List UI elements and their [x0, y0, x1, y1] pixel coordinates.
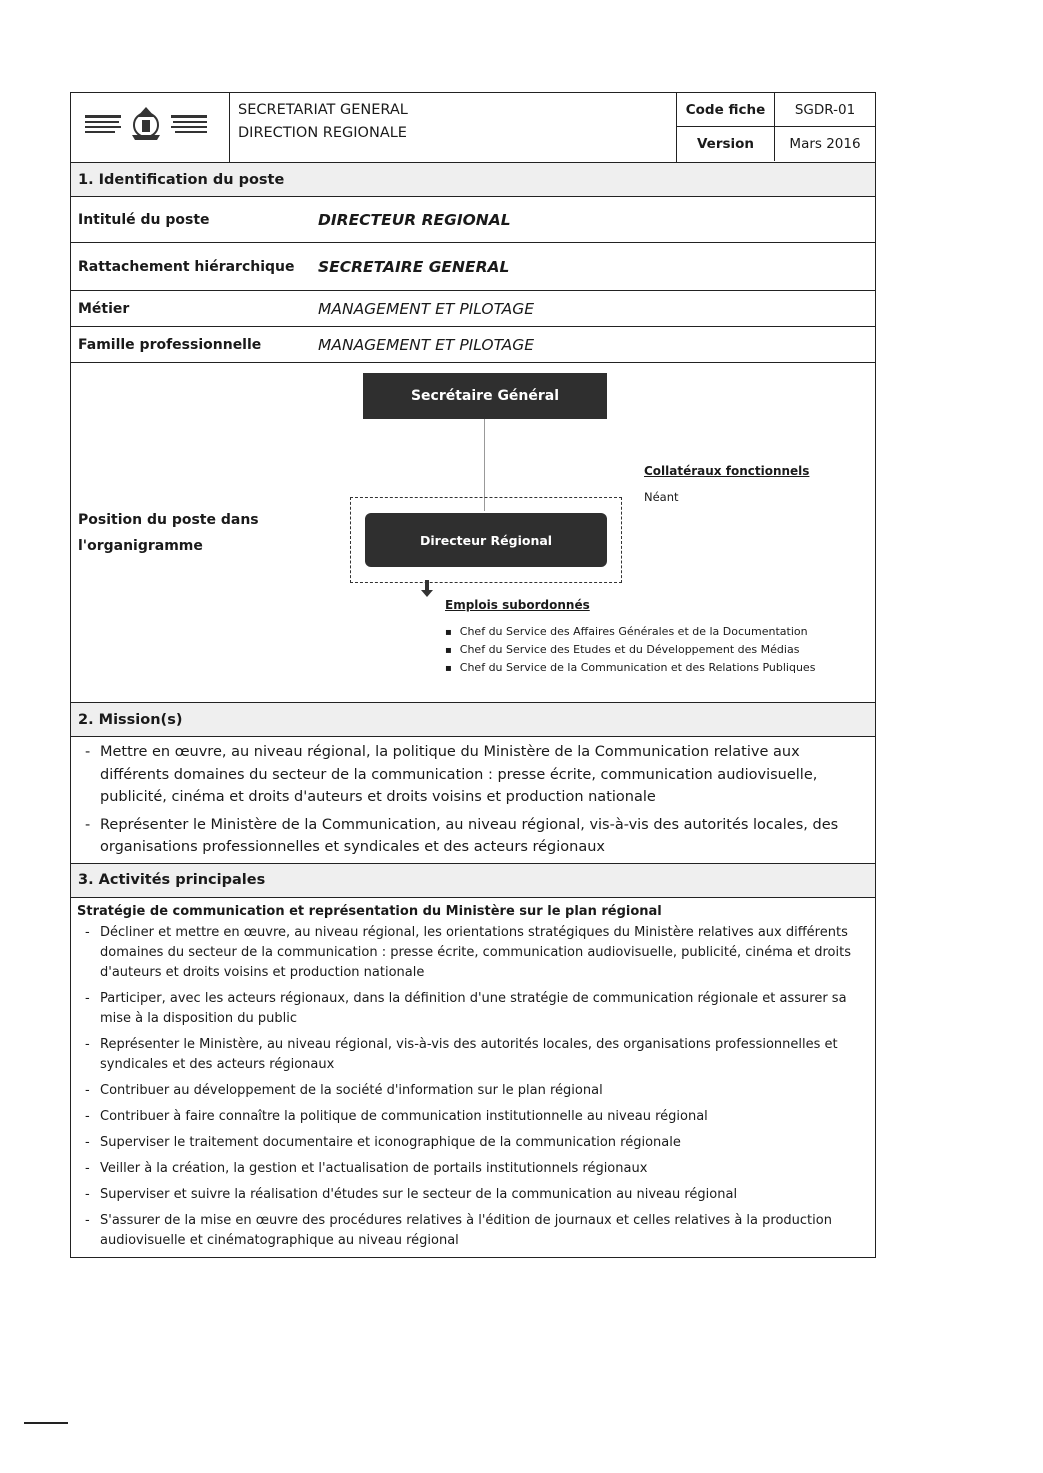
field-famille [71, 327, 875, 363]
document-meta [676, 93, 875, 162]
ministry-emblem-icon [71, 93, 229, 163]
section-1-title: 1. Identification du poste [71, 163, 875, 197]
field-label: Intitulé du poste [78, 211, 210, 228]
field-value: DIRECTEUR REGIONAL [318, 210, 511, 229]
version-label: Version [677, 127, 775, 161]
list-item: - S'assurer de la mise en œuvre des procédures relatives à l'édition de journaux et celles relatives à la production audiovisuelle et cinématographique au niveau régional [85, 1211, 867, 1251]
org-label-line-2: l'organigramme [78, 538, 203, 554]
arrow-down-icon [425, 580, 429, 592]
list-item: - Représenter le Ministère, au niveau régional, vis-à-vis des autorités locales, des organisations professionnelles et syndicales et des acteurs régionaux [85, 1035, 867, 1075]
list-item: - Superviser le traitement documentaire et iconographique de la communication régionale [85, 1133, 867, 1153]
section-2-title: 2. Mission(s) [71, 703, 875, 737]
mission-list [71, 737, 875, 864]
field-intitule [71, 197, 875, 243]
org-box-secretaire-general: Secrétaire Général [363, 373, 607, 419]
field-label: Rattachement hiérarchique [78, 258, 295, 275]
field-label: Famille professionnelle [78, 336, 262, 353]
field-metier [71, 291, 875, 327]
list-item: - Participer, avec les acteurs régionaux, dans la définition d'une stratégie de communication régionale et assurer sa mise à la disposition du public [85, 989, 867, 1029]
field-value: MANAGEMENT ET PILOTAGE [318, 299, 535, 318]
org-position-label [78, 507, 259, 559]
list-item: ▪ Chef du Service de la Communication et des Relations Publiques [445, 659, 815, 677]
org-box-directeur-regional: Directeur Régional [365, 513, 607, 567]
subordinates-title: Emplois subordonnés [445, 598, 590, 612]
code-value: SGDR-01 [775, 93, 875, 127]
margin-mark [24, 1422, 68, 1424]
activities-subtitle: Stratégie de communication et représentation du Ministère sur le plan régional [77, 903, 662, 919]
list-item: - Veiller à la création, la gestion et l'actualisation de portails institutionnels régionaux [85, 1159, 867, 1179]
header-row [71, 93, 875, 163]
job-sheet [70, 92, 876, 1258]
org-label-line-1: Position du poste dans [78, 512, 259, 528]
collateral-title: Collatéraux fonctionnels [644, 464, 810, 478]
list-item: ▪ Chef du Service des Affaires Générales et de la Documentation [445, 623, 815, 641]
list-item: - Superviser et suivre la réalisation d'études sur le secteur de la communication au niveau régional [85, 1185, 867, 1205]
section-3-title: 3. Activités principales [71, 864, 875, 898]
header-line-1: SECRETARIAT GENERAL [238, 102, 408, 118]
code-label: Code fiche [677, 93, 775, 127]
field-value: SECRETAIRE GENERAL [318, 257, 510, 276]
field-value: MANAGEMENT ET PILOTAGE [318, 335, 535, 354]
activities-block [71, 898, 875, 1257]
header-line-2: DIRECTION REGIONALE [238, 125, 407, 141]
list-item: - Représenter le Ministère de la Communication, au niveau régional, vis-à-vis des autorités locales, des organisations professionnelles et syndicales et des acteurs régionaux [85, 814, 867, 859]
list-item: - Décliner et mettre en œuvre, au niveau régional, les orientations stratégiques du Ministère relatives aux différents domaines du secteur de la communication : presse écrite, communication audiovisuelle, publicité, cinéma et droits d'auteurs et droits voisins et production nationale [85, 923, 867, 983]
field-label: Métier [78, 300, 130, 317]
org-chart-row [71, 363, 875, 703]
list-item: - Mettre en œuvre, au niveau régional, la politique du Ministère de la Communication relative aux différents domaines du secteur de la communication : presse écrite, communication audiovisuelle, publicité, cinéma et droits d'auteurs et droits voisins et production nationale [85, 741, 867, 809]
collateral-value: Néant [644, 490, 679, 504]
list-item: - Contribuer à faire connaître la politique de communication institutionnelle au niveau régional [85, 1107, 867, 1127]
list-item: - Contribuer au développement de la société d'information sur le plan régional [85, 1081, 867, 1101]
subordinates-list [445, 623, 815, 677]
field-rattachement [71, 243, 875, 291]
list-item: ▪ Chef du Service des Etudes et du Développement des Médias [445, 641, 815, 659]
ministry-logo [71, 93, 230, 162]
version-value: Mars 2016 [789, 136, 861, 152]
